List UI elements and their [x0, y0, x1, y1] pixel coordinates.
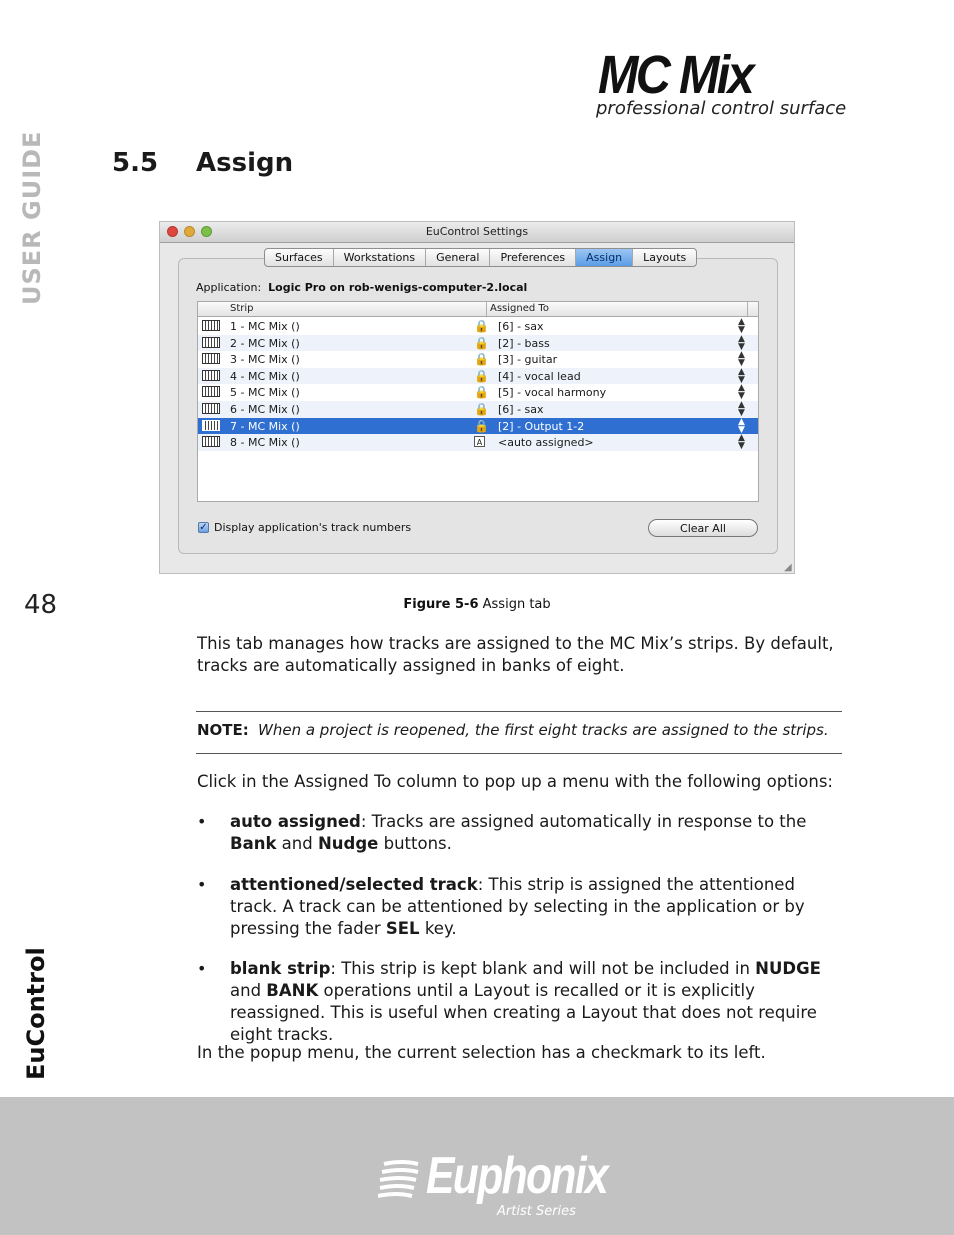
lock-icon[interactable]: 🔒 — [474, 335, 489, 350]
assigned-to-popup[interactable]: [6] - sax — [498, 403, 544, 416]
popup-arrows-icon[interactable]: ▲ ▼ — [738, 433, 745, 452]
strip-label: 3 - MC Mix () — [230, 353, 300, 367]
popup-arrows-icon[interactable]: ▲ ▼ — [738, 317, 745, 335]
table-row[interactable] — [198, 318, 758, 335]
fader-strip-icon — [202, 403, 220, 414]
intro-paragraph: This tab manages how tracks are assigned to the MC Mix’s strips. By default, tracks are automatically assigned in banks of eight. — [197, 634, 834, 675]
figure-label: Figure 5-6 — [403, 597, 479, 612]
table-row[interactable] — [198, 384, 758, 401]
bullet-text: buttons. — [378, 834, 452, 853]
tab-layouts[interactable]: Layouts — [643, 251, 687, 264]
tab-surfaces[interactable]: Surfaces — [265, 249, 334, 266]
note-text: When a project is reopened, the first eight tracks are assigned to the strips. — [258, 721, 829, 739]
bullet-blank-strip — [230, 958, 842, 1046]
brand-tagline: professional control surface — [596, 98, 847, 119]
application-line — [196, 281, 527, 294]
resize-grip-icon[interactable]: ◢ — [784, 562, 792, 573]
section-title: Assign — [196, 148, 294, 178]
bullet-keyword: Bank — [230, 834, 277, 853]
bullet-text: and — [276, 834, 318, 853]
popup-arrows-icon[interactable]: ▲ ▼ — [738, 350, 745, 369]
side-label-product: EuControl — [22, 947, 50, 1080]
assign-table — [197, 301, 759, 502]
bullet-term: attentioned/selected track — [230, 875, 478, 894]
assigned-to-popup[interactable]: [4] - vocal lead — [498, 369, 581, 383]
tab-general[interactable]: General — [426, 249, 490, 266]
strip-label: 1 - MC Mix () — [230, 320, 300, 333]
fader-strip-icon — [202, 386, 220, 397]
settings-window-screenshot — [159, 221, 795, 574]
table-row[interactable] — [198, 335, 758, 352]
bullet-text: key. — [419, 919, 457, 938]
bullet-keyword: BANK — [266, 981, 319, 1000]
euphonix-logo: Euphonix — [426, 1147, 608, 1205]
window-titlebar — [160, 222, 794, 243]
bullet-auto-assigned — [230, 811, 842, 855]
column-header-assigned-to[interactable]: Assigned To — [490, 303, 549, 314]
bullet-term: blank strip — [230, 959, 331, 978]
table-row[interactable] — [198, 434, 758, 451]
lock-icon[interactable]: 🔒 — [474, 402, 489, 416]
bullet-term: auto assigned — [230, 812, 361, 831]
side-label-user-guide: USER GUIDE — [18, 130, 46, 305]
bullet-text: : This strip is kept blank and will not be included in — [330, 959, 756, 978]
column-divider — [747, 302, 748, 316]
figure-caption — [0, 597, 954, 612]
bullet-icon: • — [197, 875, 207, 894]
closing-paragraph: In the popup menu, the current selection has a checkmark to its left. — [197, 1043, 766, 1062]
assigned-to-popup[interactable]: [2] - Output 1-2 — [498, 419, 585, 433]
table-header — [198, 302, 758, 317]
strip-label: 5 - MC Mix () — [230, 386, 300, 400]
bullet-icon: • — [197, 812, 207, 831]
figure-text: Assign tab — [482, 597, 551, 612]
application-label: Application: — [196, 281, 262, 294]
note-rule-bottom — [196, 753, 842, 754]
options-intro-paragraph: Click in the Assigned To column to pop up a menu with the following options: — [197, 772, 833, 791]
application-value: Logic Pro on rob-wenigs-computer-2.local — [268, 281, 528, 294]
assigned-to-popup[interactable]: [6] - sax — [498, 320, 544, 333]
fader-strip-icon — [202, 436, 220, 447]
fader-strip-icon — [202, 353, 220, 364]
strip-label: 4 - MC Mix () — [230, 369, 300, 383]
assigned-to-popup[interactable]: [3] - guitar — [498, 353, 558, 367]
lock-icon[interactable]: 🔒 — [474, 418, 489, 433]
tab-preferences[interactable]: Preferences — [490, 249, 576, 266]
popup-arrows-icon[interactable]: ▲ ▼ — [738, 416, 745, 435]
table-row[interactable] — [198, 351, 758, 368]
auto-assign-icon[interactable]: A — [474, 436, 485, 447]
column-header-strip[interactable]: Strip — [230, 303, 254, 314]
note-label: NOTE: — [197, 721, 249, 739]
section-number: 5.5 — [112, 148, 159, 178]
popup-arrows-icon[interactable]: ▲ ▼ — [738, 366, 745, 385]
lock-icon[interactable]: 🔒 — [474, 319, 489, 333]
bullet-attentioned-track — [230, 874, 842, 940]
strip-label: 8 - MC Mix () — [230, 436, 300, 450]
lock-icon[interactable]: 🔒 — [474, 368, 489, 383]
track-numbers-label: Display application's track numbers — [214, 521, 412, 534]
clear-all-button[interactable]: Clear All — [648, 519, 758, 537]
strip-label: 6 - MC Mix () — [230, 403, 300, 416]
bullet-text: : This strip is assigned the attentioned track. A track can be attentioned by selecting in the application or by pressing the fader — [230, 875, 805, 938]
lock-icon[interactable]: 🔒 — [474, 385, 489, 400]
strip-label: 2 - MC Mix () — [230, 336, 300, 350]
euphonix-subtitle: Artist Series — [497, 1204, 576, 1219]
euphonix-waves-icon — [378, 1158, 422, 1202]
bullet-keyword: NUDGE — [755, 959, 821, 978]
fader-strip-icon — [202, 337, 220, 348]
popup-arrows-icon[interactable]: ▲ ▼ — [738, 400, 745, 418]
strip-label: 7 - MC Mix () — [230, 419, 300, 433]
bullet-text: and — [230, 981, 267, 1000]
popup-arrows-icon[interactable]: ▲ ▼ — [738, 333, 745, 352]
table-row[interactable] — [198, 401, 758, 418]
column-divider — [486, 302, 487, 316]
window-title: EuControl Settings — [425, 225, 529, 238]
tab-assign[interactable]: Assign — [576, 249, 633, 266]
bullet-text: operations until a Layout is recalled or it is explicitly reassigned. This is useful when creating a Layout that does not require eight tracks. — [230, 981, 817, 1044]
tab-workstations[interactable]: Workstations — [334, 249, 426, 266]
bullet-icon: • — [197, 959, 207, 978]
mc-mix-logo: MC Mix — [598, 45, 752, 105]
assigned-to-popup[interactable]: <auto assigned> — [498, 436, 594, 450]
fader-strip-icon — [202, 320, 220, 331]
fader-strip-icon — [202, 420, 220, 431]
table-row[interactable] — [198, 418, 758, 435]
fader-strip-icon — [202, 370, 220, 381]
page-number: 48 — [24, 590, 58, 620]
tab-bar — [264, 248, 697, 267]
note-rule-top — [196, 711, 842, 712]
table-row[interactable] — [198, 368, 758, 385]
track-numbers-checkbox[interactable]: ✓ — [199, 522, 208, 533]
bullet-text: : Tracks are assigned automatically in response to the — [360, 812, 807, 831]
assigned-to-popup[interactable]: [2] - bass — [498, 336, 550, 350]
bullet-keyword: Nudge — [317, 834, 379, 853]
lock-icon[interactable]: 🔒 — [474, 352, 489, 367]
popup-arrows-icon[interactable]: ▲ ▼ — [738, 383, 745, 402]
bullet-keyword: SEL — [385, 919, 420, 938]
assigned-to-popup[interactable]: [5] - vocal harmony — [498, 386, 607, 400]
